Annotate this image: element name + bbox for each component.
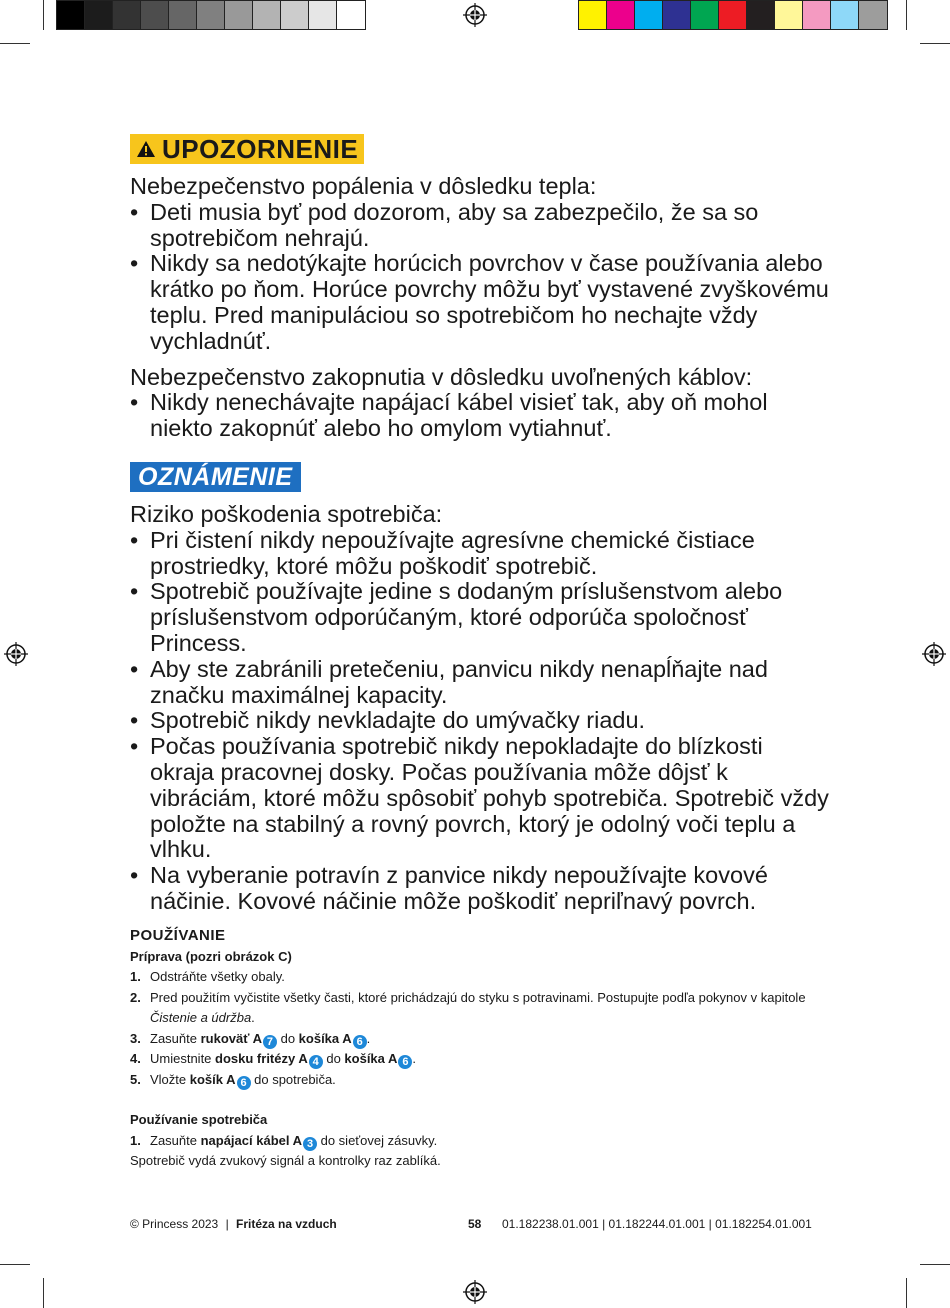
notice-intro: Riziko poškodenia spotrebiča:	[130, 500, 443, 527]
crop-mark	[906, 0, 907, 30]
list-item: • Aby ste zabránili pretečeniu, panvicu nikdy nenapĺňajte nad značku maximálnej kapacity.	[130, 657, 830, 709]
color-swatch	[197, 1, 225, 29]
warning-group1-intro: Nebezpečenstvo popálenia v dôsledku tepla:	[130, 173, 597, 199]
list-item: • Spotrebič používajte jedine s dodaným príslušenstvom alebo príslušenstvom odporúčaným, ktoré odporúča spoločnosť Princess.	[130, 579, 830, 656]
usage-section	[130, 925, 830, 1172]
notice-list	[130, 528, 830, 915]
step-item: 1. Odstráňte všetky obaly.	[130, 969, 285, 985]
list-item: • Spotrebič nikdy nevkladajte do umývačky riadu.	[130, 708, 830, 734]
warning-group2-intro: Nebezpečenstvo zakopnutia v dôsledku uvoľnených káblov:	[130, 363, 753, 390]
footer-copyright: © Princess 2023	[130, 1217, 219, 1231]
list-item: • Deti musia byť pod dozorom, aby sa zabezpečilo, že sa so spotrebičom nehrajú.	[130, 200, 830, 252]
list-item: • Na vyberanie potravín z panvice nikdy nepoužívajte kovové náčinie. Kovové náčinie môže poškodiť nepriľnavý povrch.	[130, 863, 830, 915]
color-swatch	[169, 1, 197, 29]
registration-mark-icon	[4, 642, 28, 666]
step-item: 4. Umiestnite dosku fritézy A 4 do košíka A 6 .	[130, 1051, 417, 1069]
warning-section	[130, 174, 830, 442]
color-swatch	[635, 1, 663, 29]
list-item: • Nikdy sa nedotýkajte horúcich povrchov v čase používania alebo krátko po ňom. Horúce povrchy môžu byť vystavené zvyškovému teplu. Pred manipuláciou so spotrebičom ho nechajte vždy vychladnúť.	[130, 251, 830, 354]
warning-group2-list	[130, 390, 830, 442]
color-swatch	[831, 1, 859, 29]
list-item: • Počas používania spotrebič nikdy nepokladajte do blízkosti okraja pracovnej dosky. Počas používania môže dôjsť k vibráciám, ktoré môžu spôsobiť pohyb spotrebiča. Spotrebič vždy položte na stabilný a rovný povrch, ktorý je odolný voči teplu a vlhku.	[130, 734, 830, 863]
notice-section	[130, 502, 830, 915]
preparation-steps	[130, 967, 830, 1090]
page-content	[130, 134, 830, 1172]
warning-triangle-icon	[136, 140, 156, 158]
color-swatch	[85, 1, 113, 29]
crop-mark	[43, 1278, 44, 1308]
notice-badge	[130, 462, 301, 492]
color-swatch	[691, 1, 719, 29]
part-number-badge: 6	[237, 1076, 251, 1090]
color-swatch	[579, 1, 607, 29]
preparation-heading: Príprava (pozri obrázok C)	[130, 948, 292, 964]
warning-group1-list	[130, 200, 830, 355]
color-swatch	[607, 1, 635, 29]
crop-mark	[43, 0, 44, 30]
usage-note: Spotrebič vydá zvukový signál a kontrolky raz zablíká.	[130, 1153, 441, 1169]
color-swatch	[57, 1, 85, 29]
part-number-badge: 3	[303, 1137, 317, 1151]
color-swatch	[113, 1, 141, 29]
list-item: • Nikdy nenechávajte napájací kábel visieť tak, aby oň mohol niekto zakopnúť alebo ho omylom vytiahnuť.	[130, 390, 830, 442]
color-swatch	[803, 1, 831, 29]
crop-mark	[920, 43, 950, 44]
crop-mark	[920, 1264, 950, 1265]
color-swatch	[141, 1, 169, 29]
usage-heading: POUŽÍVANIE	[130, 926, 226, 944]
crop-mark	[0, 1264, 30, 1265]
color-swatch	[747, 1, 775, 29]
warning-badge	[130, 134, 364, 164]
footer-separator: |	[225, 1217, 229, 1231]
registration-mark-icon	[922, 642, 946, 666]
warning-label: UPOZORNENIE	[162, 134, 359, 164]
color-swatch	[663, 1, 691, 29]
product-codes: 01.182238.01.001 | 01.182244.01.001 | 01.182254.01.001	[502, 1217, 812, 1231]
crop-mark	[906, 1278, 907, 1308]
crop-mark	[0, 43, 30, 44]
color-swatch	[859, 1, 887, 29]
step-item: 2. Pred použitím vyčistite všetky časti, ktoré prichádzajú do styku s potravinami. Postupujte podľa pokynov v kapitole Čistenie a údržba.	[130, 989, 806, 1026]
step-item: 5. Vložte košík A 6 do spotrebiča.	[130, 1071, 336, 1089]
footer-product: Fritéza na vzduch	[236, 1217, 337, 1231]
color-swatch	[309, 1, 337, 29]
page-footer	[130, 1217, 820, 1231]
part-number-badge: 4	[309, 1055, 323, 1069]
step-item: 3. Zasuňte rukoväť A 7 do košíka A 6 .	[130, 1030, 371, 1048]
registration-mark-icon	[463, 1280, 487, 1304]
step-item: 1. Zasuňte napájací kábel A 3 do sieťovej zásuvky.	[130, 1132, 438, 1150]
color-swatch	[253, 1, 281, 29]
appliance-use-steps	[130, 1131, 830, 1152]
part-number-badge: 7	[263, 1035, 277, 1049]
part-number-badge: 6	[353, 1035, 367, 1049]
page-number: 58	[468, 1217, 482, 1231]
color-swatch	[719, 1, 747, 29]
grayscale-color-bar	[56, 0, 366, 30]
color-swatch	[225, 1, 253, 29]
list-item: • Pri čistení nikdy nepoužívajte agresívne chemické čistiace prostriedky, ktoré môžu poškodiť spotrebič.	[130, 528, 830, 580]
chapter-reference: Čistenie a údržba	[150, 1010, 252, 1026]
registration-mark-icon	[463, 3, 487, 27]
appliance-use-heading: Používanie spotrebiča	[130, 1112, 268, 1128]
notice-label: OZNÁMENIE	[138, 462, 293, 491]
process-color-bar	[578, 0, 888, 30]
color-swatch	[281, 1, 309, 29]
color-swatch	[337, 1, 365, 29]
color-swatch	[775, 1, 803, 29]
part-number-badge: 6	[398, 1055, 412, 1069]
